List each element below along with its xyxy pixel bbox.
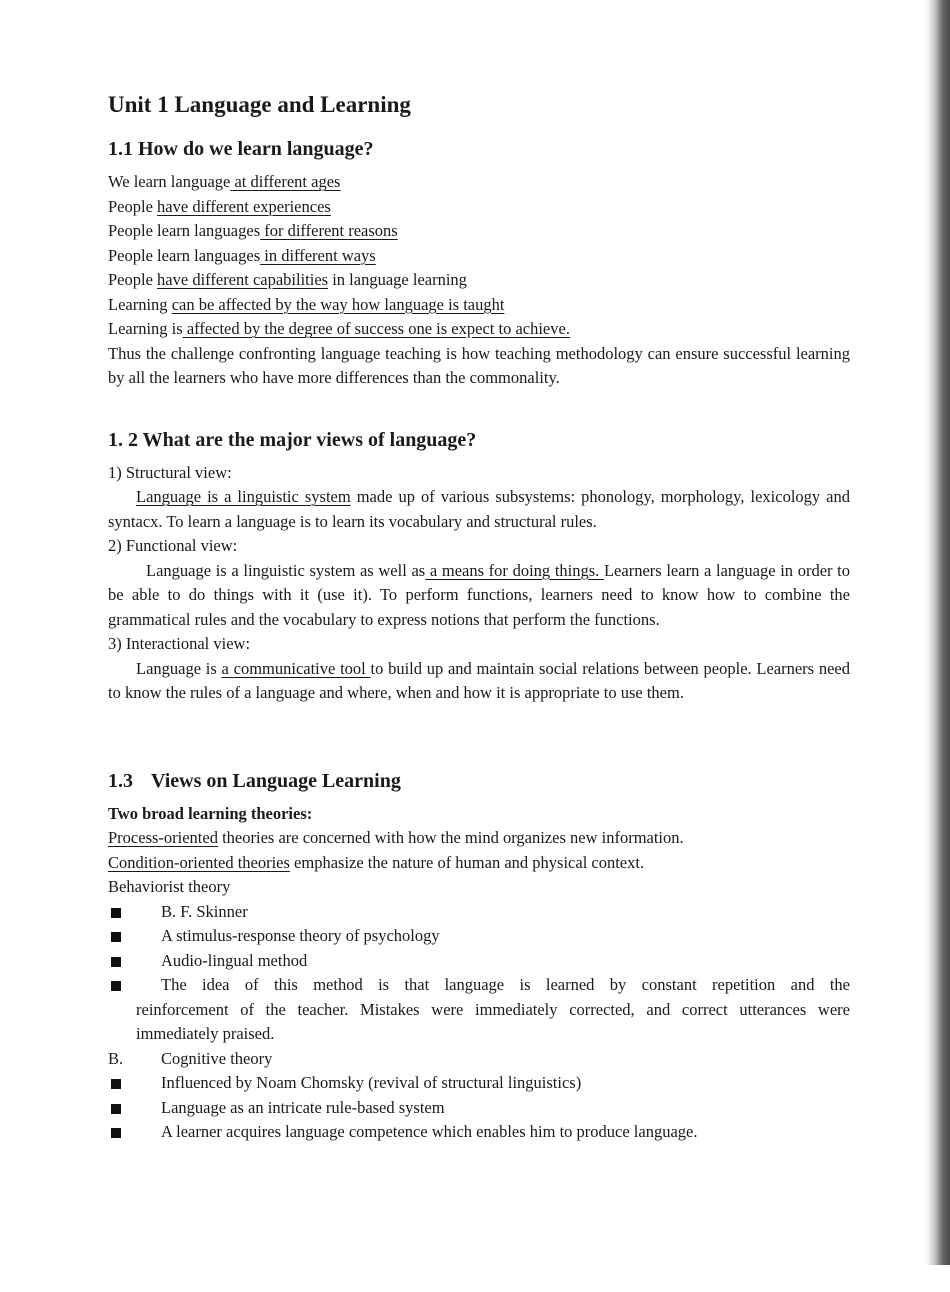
bullet-item: B. F. Skinner bbox=[108, 900, 850, 925]
bullet-item: A learner acquires language competence which enables him to produce language. bbox=[108, 1120, 850, 1145]
interactional-view-text: Language is a communicative tool to build up and maintain social relations between people. Learners need to know the rules of a language and where, when and how it is appropriate to use them. bbox=[108, 658, 850, 702]
document-page bbox=[108, 90, 850, 1145]
square-bullet-icon bbox=[111, 957, 121, 967]
structural-view-text: Language is a linguistic system made up of various subsystems: phonology, morphology, lexicology and syntacx. To learn a language is to learn its vocabulary and structural rules. bbox=[108, 487, 850, 531]
unit-title: Unit 1 Language and Learning bbox=[108, 92, 411, 117]
section-1-2-heading: 1. 2 What are the major views of language? bbox=[108, 428, 477, 451]
process-oriented-line: Process-oriented theories are concerned with how the mind organizes new information. bbox=[108, 828, 684, 847]
behaviorist-theory-title: Behaviorist theory bbox=[108, 877, 231, 896]
s1-line: People have different capabilities in language learning bbox=[108, 270, 467, 289]
bullet-item: Influenced by Noam Chomsky (revival of structural linguistics) bbox=[108, 1071, 850, 1096]
square-bullet-icon bbox=[111, 1079, 121, 1089]
page-edge-shadow bbox=[924, 0, 950, 1265]
functional-view-text: Language is a linguistic system as well as a means for doing things. Learners learn a language in order to be able to do things with it (use it). To perform functions, learners need to know how to combine the grammatical rules and the vocabulary to express notions that perform the functions. bbox=[108, 560, 851, 629]
square-bullet-icon bbox=[111, 1104, 121, 1114]
section-1-3-heading: 1.3 Views on Language Learning bbox=[108, 769, 401, 792]
bullet-item: Audio-lingual method bbox=[108, 949, 850, 974]
s1-line: We learn language at different ages bbox=[108, 172, 341, 191]
functional-view-title: 2) Functional view: bbox=[108, 536, 238, 555]
structural-view-title: 1) Structural view: bbox=[108, 462, 232, 482]
bullet-item: Language as an intricate rule-based system bbox=[108, 1096, 850, 1121]
s1-line: People learn languages in different ways bbox=[108, 245, 376, 265]
square-bullet-icon bbox=[111, 981, 121, 991]
s1-line: People have different experiences bbox=[108, 196, 331, 216]
square-bullet-icon bbox=[111, 1128, 121, 1138]
s1-line: People learn languages for different reasons bbox=[108, 221, 398, 240]
interactional-view-title: 3) Interactional view: bbox=[108, 634, 251, 653]
s1-conclusion: Thus the challenge confronting language teaching is how teaching methodology can ensure successful learning by all the learners who have more differences than the commonality. bbox=[108, 343, 850, 387]
section-1-1-heading: 1.1 How do we learn language? bbox=[108, 138, 374, 160]
square-bullet-icon bbox=[111, 908, 121, 918]
bullet-item-long: The idea of this method is that language is learned by constant repetition and the reinforcement of the teacher. Mistakes were immediately corrected, and correct utterances were immediately praised. bbox=[108, 973, 850, 1047]
bullet-item: A stimulus-response theory of psychology bbox=[108, 924, 850, 949]
square-bullet-icon bbox=[111, 932, 121, 942]
cognitive-theory-title: B. Cognitive theory bbox=[108, 1048, 273, 1068]
learning-theories-subhead: Two broad learning theories: bbox=[108, 803, 313, 823]
s1-line-list bbox=[108, 170, 850, 342]
s1-line: Learning is affected by the degree of success one is expect to achieve. bbox=[108, 319, 570, 338]
s1-line: Learning can be affected by the way how language is taught bbox=[108, 294, 505, 314]
condition-oriented-line: Condition-oriented theories emphasize the nature of human and physical context. bbox=[108, 852, 645, 872]
